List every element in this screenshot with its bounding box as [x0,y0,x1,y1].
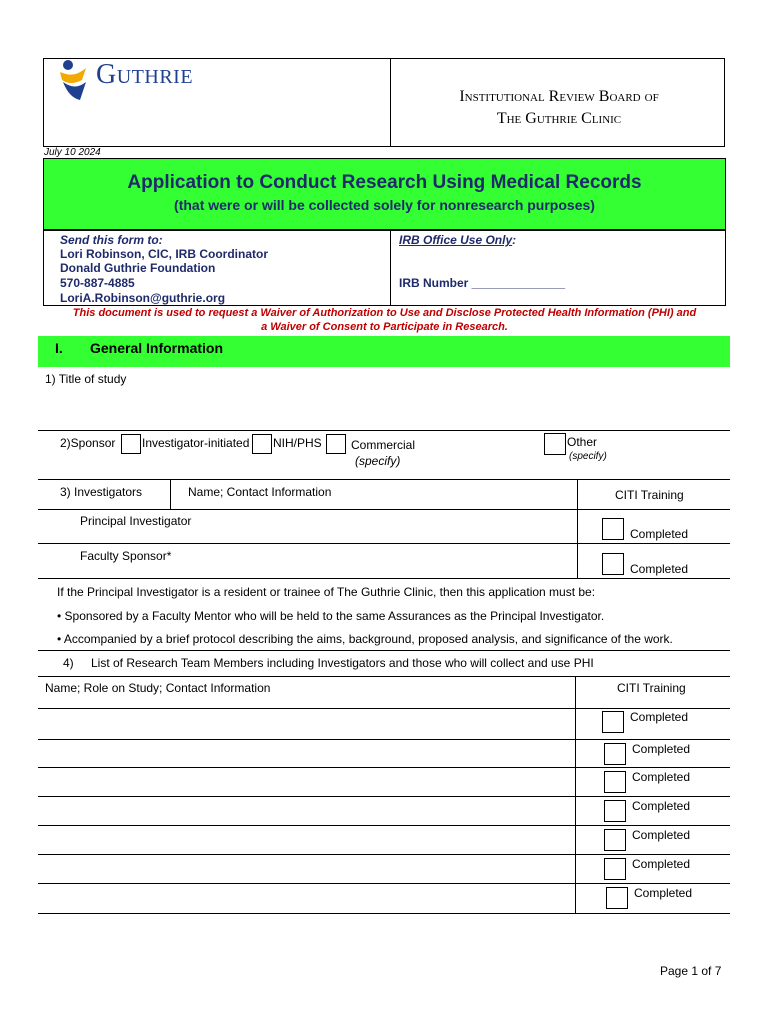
sponsor-label: 2)Sponsor [60,436,116,450]
sponsor-investigator-label: Investigator-initiated [142,436,250,450]
team-list-number: 4) [63,656,74,670]
pi-citi-completed: Completed [630,527,689,541]
team-row-2-citi-checkbox[interactable] [604,743,626,765]
bullet-text: Accompanied by a brief protocol describing the aims, background, proposed analysis, and significance of the work. [63,632,673,646]
divider [38,479,730,480]
faculty-sponsor-citi-checkbox[interactable] [602,553,624,575]
board-title-line2: The Guthrie Clinic [496,110,622,127]
guthrie-logo-text: Guthrie [96,59,194,90]
waiver-notice-line1: This document is used to request a Waiver of Authorization to Use and Disclose Protected Health Information (PHI) and [72,307,697,319]
divider [38,708,730,709]
send-to-phone: 570-887-4885 [60,276,135,290]
header-divider [390,58,391,147]
sponsor-nih-label: NIH/PHS [273,436,322,450]
divider [38,430,730,431]
team-citi-header: CITI Training [617,681,686,695]
team-row-3-completed: Completed [632,770,691,784]
bullet-icon: • [57,632,62,646]
sponsor-other-checkbox[interactable] [544,433,566,455]
study-title-label: 1) Title of study [45,372,127,386]
resident-note-bullet-2 [57,632,673,646]
section-title: General Information [90,340,224,356]
resident-note-intro: If the Principal Investigator is a resident or trainee of The Guthrie Clinic, then this application must be: [57,585,596,599]
divider [38,767,730,768]
investigators-label: 3) Investigators [60,485,143,499]
divider [38,578,730,579]
divider [38,883,730,884]
waiver-notice-line2: a Waiver of Consent to Participate in Research. [261,321,508,333]
team-row-4-citi-checkbox[interactable] [604,800,626,822]
divider [577,479,578,578]
team-row-6-completed: Completed [632,857,691,871]
team-row-4-completed: Completed [632,799,691,813]
sponsor-commercial-checkbox[interactable] [326,434,346,454]
investigators-name-header: Name; Contact Information [188,485,332,499]
team-name-header: Name; Role on Study; Contact Information [45,681,271,695]
irb-office-label [399,233,516,247]
team-row-3-citi-checkbox[interactable] [604,771,626,793]
divider [38,739,730,740]
principal-investigator-label: Principal Investigator [80,514,192,528]
bullet-icon: • [57,609,62,623]
sponsor-other-label: Other [567,435,598,449]
page-number: Page 1 of 7 [660,964,722,978]
send-to-org: Donald Guthrie Foundation [60,261,216,275]
guthrie-logo-icon [58,58,92,102]
team-list-label: List of Research Team Members including Investigators and those who will collect and use PHI [91,656,594,670]
divider [38,854,730,855]
guthrie-logo [58,58,228,104]
form-subtitle: (that were or will be collected solely for nonresearch purposes) [174,197,595,213]
send-to-email[interactable]: LoriA.Robinson@guthrie.org [60,291,226,305]
divider [38,913,730,914]
bullet-text: Sponsored by a Faculty Mentor who will be held to the same Assurances as the Principal Investigator. [64,609,605,623]
team-row-1-completed: Completed [630,710,689,724]
team-row-5-citi-checkbox[interactable] [604,829,626,851]
divider [38,676,730,677]
sponsor-other-specify: (specify) [569,451,607,462]
irb-number-field[interactable]: IRB Number ______________ [399,276,566,290]
board-title-line1: Institutional Review Board of [459,88,659,105]
form-date: July 10 2024 [44,147,101,158]
team-row-2-completed: Completed [632,742,691,756]
pi-citi-checkbox[interactable] [602,518,624,540]
irb-office-label-colon: : [512,233,517,247]
divider [38,509,730,510]
divider [38,825,730,826]
irb-office-label-text: IRB Office Use Only [399,233,513,247]
sponsor-commercial-label: Commercial [351,438,416,452]
form-title: Application to Conduct Research Using Medical Records [127,172,642,193]
team-row-5-completed: Completed [632,828,691,842]
send-to-name: Lori Robinson, CIC, IRB Coordinator [60,247,268,261]
team-row-7-citi-checkbox[interactable] [606,887,628,909]
divider [170,479,171,509]
team-row-1-citi-checkbox[interactable] [602,711,624,733]
faculty-sponsor-label: Faculty Sponsor* [80,549,172,563]
send-to-label: Send this form to: [60,233,163,247]
team-row-7-completed: Completed [634,886,693,900]
team-row-6-citi-checkbox[interactable] [604,858,626,880]
sponsor-nih-checkbox[interactable] [252,434,272,454]
investigators-citi-header: CITI Training [615,488,684,502]
study-title-field[interactable] [38,388,730,430]
sponsor-investigator-checkbox[interactable] [121,434,141,454]
faculty-sponsor-citi-completed: Completed [630,562,689,576]
title-banner [43,158,726,230]
contact-divider [390,230,391,306]
divider [38,796,730,797]
section-number: I. [55,340,63,356]
divider [38,650,730,651]
divider [575,676,576,914]
sponsor-commercial-specify: (specify) [355,454,401,468]
resident-note-bullet-1 [57,609,604,623]
divider [38,543,730,544]
